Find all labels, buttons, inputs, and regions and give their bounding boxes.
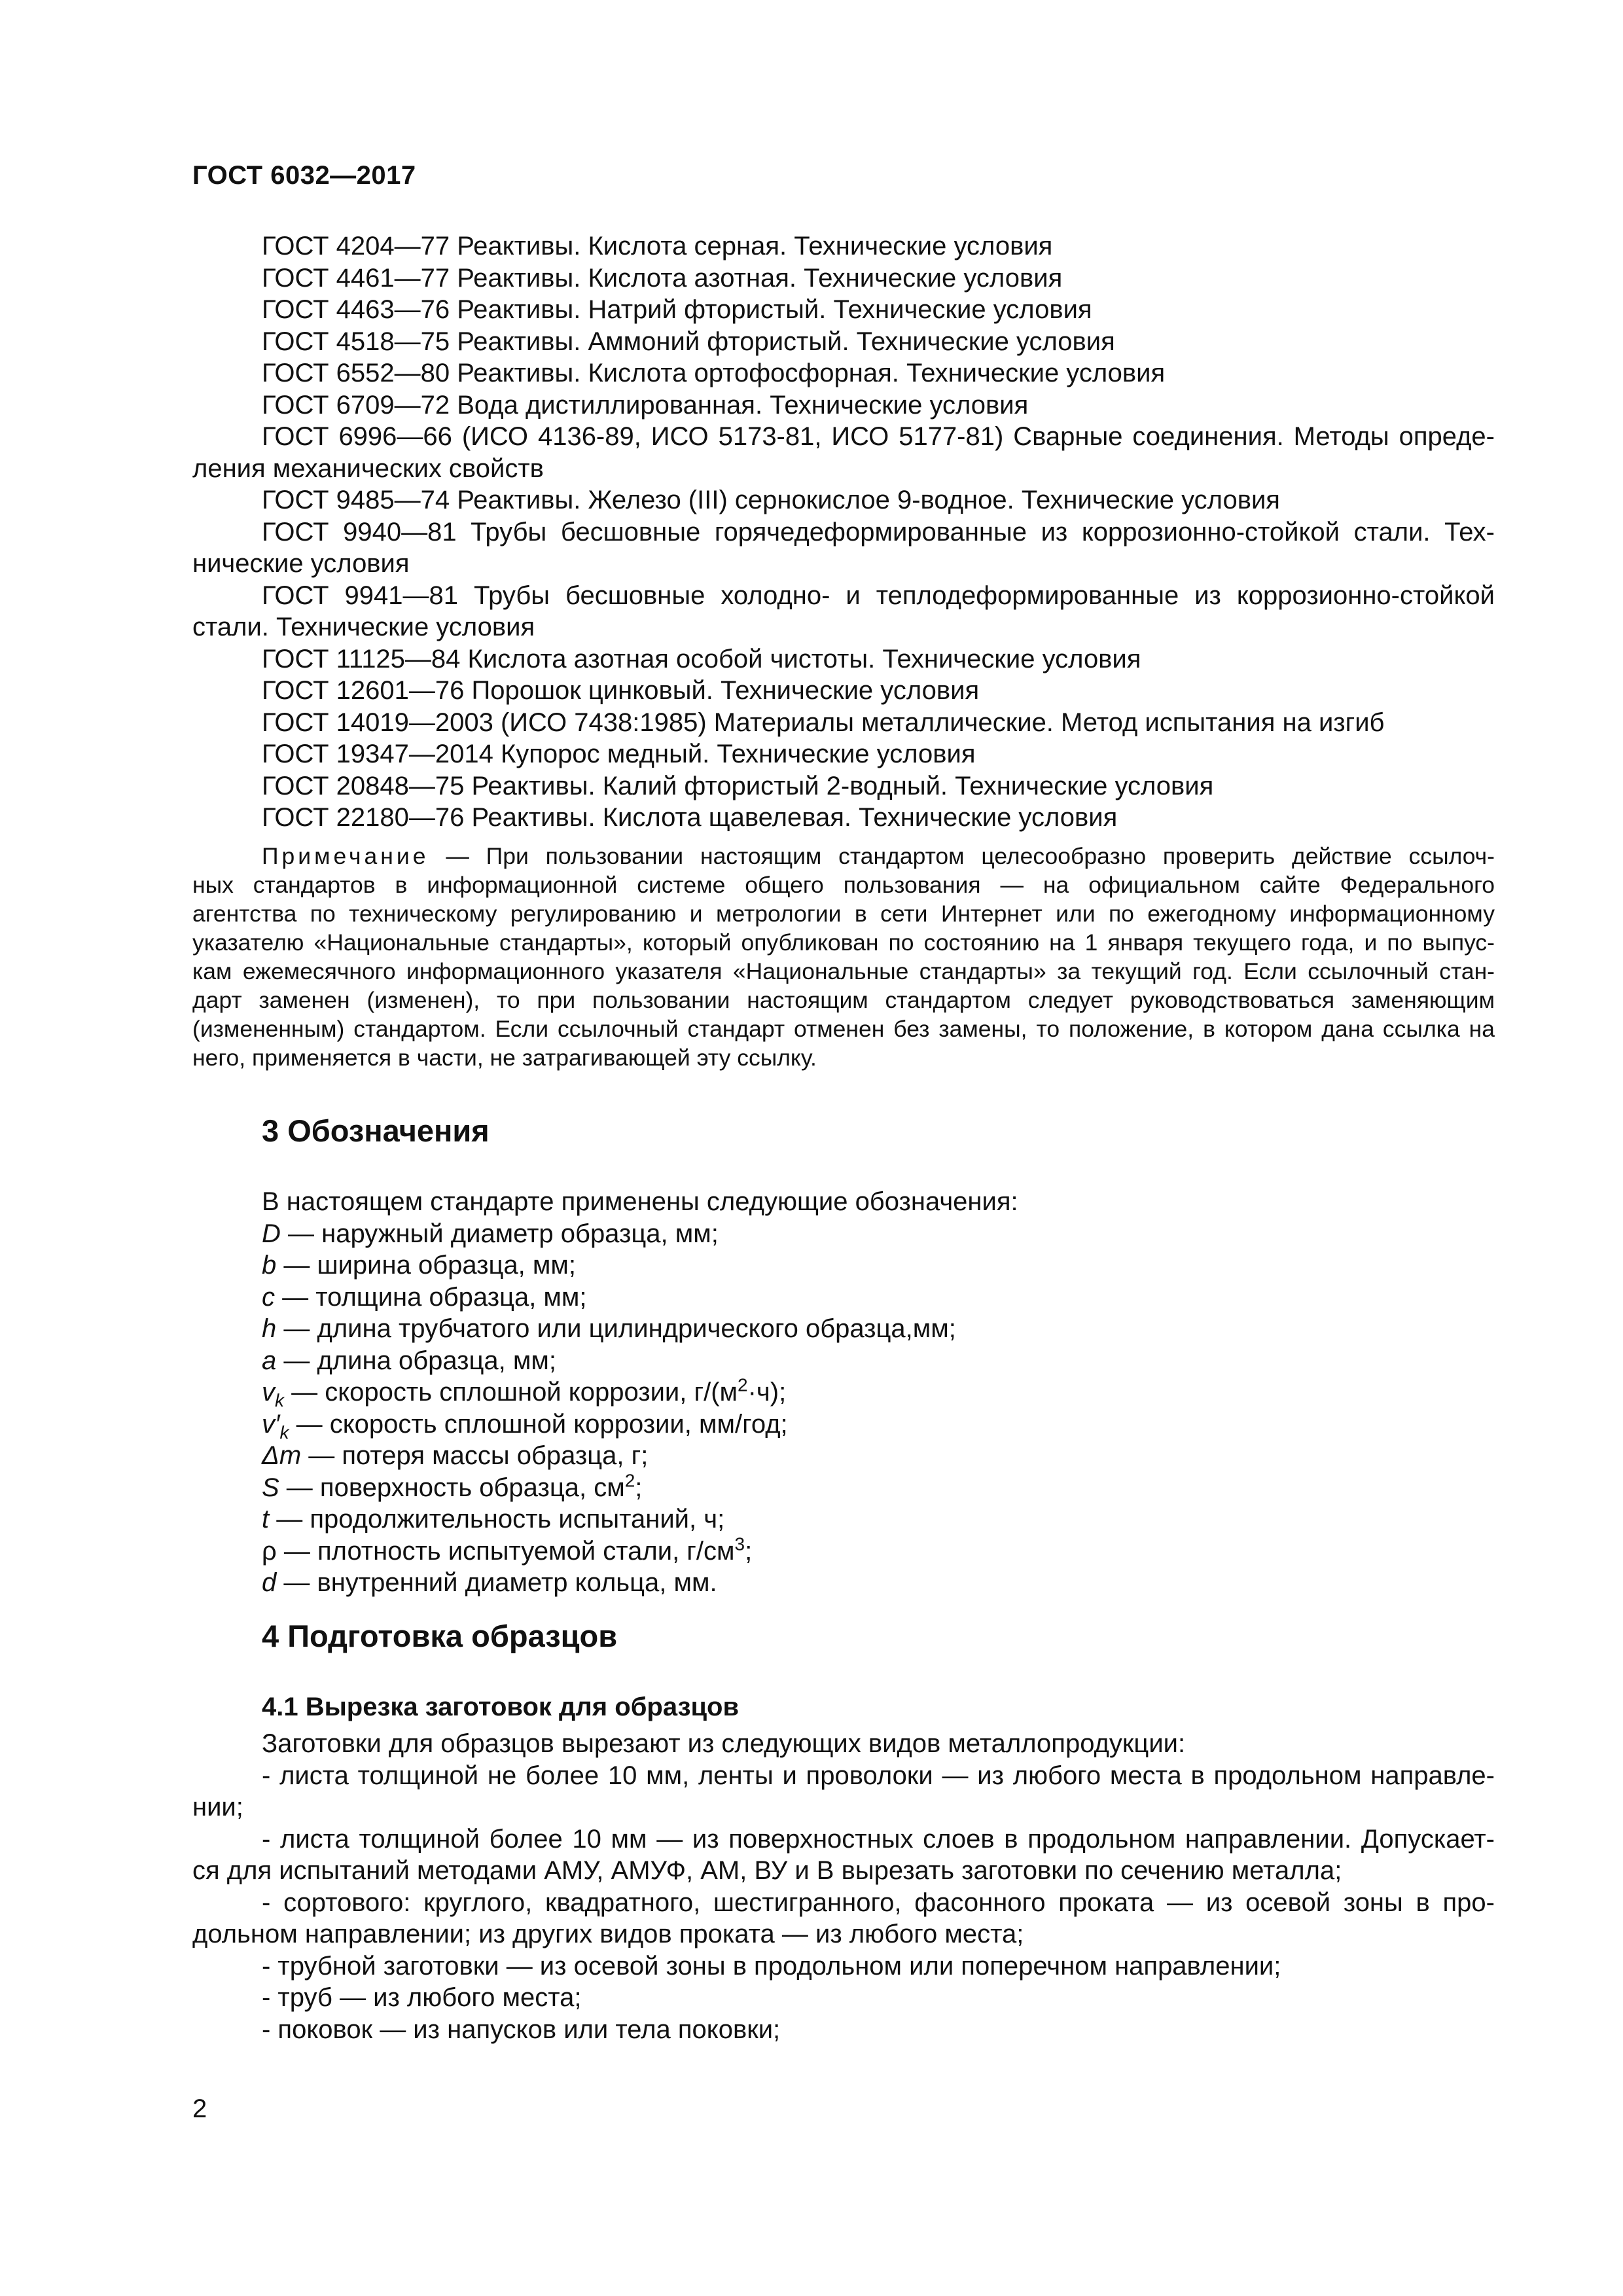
reference-line: стали. Технические условия xyxy=(192,613,535,641)
reference-line: ГОСТ 4463—76 Реактивы. Натрий фтористый. Технические условия xyxy=(262,295,1092,324)
reference-line: ГОСТ 20848—75 Реактивы. Калий фтористый 2-водный. Технические условия xyxy=(262,771,1214,800)
symbol-line: h — длина трубчатого или цилиндрического образца,мм; xyxy=(262,1314,956,1343)
body-line: - труб — из любого места; xyxy=(262,1983,582,2012)
symbol-line: b — ширина образца, мм; xyxy=(262,1251,576,1280)
body-line: - листа толщиной не более 10 мм, ленты и проволоки — из любого места в продольном направле- xyxy=(262,1761,1495,1790)
symbol-line: D — наружный диаметр образца, мм; xyxy=(262,1219,719,1248)
subsection-4-1-title: 4.1 Вырезка заготовок для образцов xyxy=(262,1693,740,1721)
section-4-title: 4 Подготовка образцов xyxy=(262,1619,618,1653)
body-line: нии; xyxy=(192,1793,243,1821)
references-list xyxy=(192,230,1495,834)
note-label: Примечание xyxy=(262,843,429,869)
reference-line: ГОСТ 12601—76 Порошок цинковый. Технические условия xyxy=(262,676,980,705)
symbol-line: S — поверхность образца, $см^2$; xyxy=(262,1470,643,1502)
reference-line: ГОСТ 6552—80 Реактивы. Кислота ортофосфорная. Технические условия xyxy=(262,359,1166,387)
symbol-line: c — толщина образца, мм; xyxy=(262,1282,587,1312)
reference-line: ГОСТ 6996—66 (ИСО 4136-89, ИСО 5173-81, ИСО 5177-81) Сварные соединения. Методы опреде- xyxy=(262,422,1495,451)
page-number: 2 xyxy=(192,2094,207,2123)
section-3-title: 3 Обозначения xyxy=(262,1113,490,1148)
note-line: указателю «Национальные стандарты», который опубликован по состоянию на 1 января текущего года, и по выпус- xyxy=(192,929,1495,956)
note-line: (измененным) стандартом. Если ссылочный стандарт отменен без замены, то положение, в котором дана ссылка на xyxy=(192,1016,1495,1042)
document-header: ГОСТ 6032—2017 xyxy=(192,161,416,190)
body-line: - поковок — из напусков или тела поковки; xyxy=(262,2015,781,2044)
note-line xyxy=(192,842,1495,870)
symbol-line: $v'_k$ — скорость сплошной коррозии, мм/год; xyxy=(262,1409,788,1443)
note-line: него, применяется в части, не затрагивающей эту ссылку. xyxy=(192,1045,817,1071)
reference-line: ГОСТ 14019—2003 (ИСО 7438:1985) Материалы металлические. Метод испытания на изгиб xyxy=(262,708,1385,737)
note-line: кам ежемесячного информационного указателя «Национальные стандарты» за текущий год. Если ссылочный стан- xyxy=(192,958,1495,984)
reference-line: нические условия xyxy=(192,549,410,578)
note-line: агентства по техническому регулированию и метрологии в сети Интернет или по ежегодному информационному xyxy=(192,901,1495,927)
reference-line: ГОСТ 19347—2014 Купорос медный. Технические условия xyxy=(262,740,976,768)
reference-line: ГОСТ 11125—84 Кислота азотная особой чистоты. Технические условия xyxy=(262,644,1141,673)
note-line: ных стандартов в информационной системе общего пользования — на официальном сайте Федерального xyxy=(192,872,1495,898)
symbols-list xyxy=(192,1186,1495,1599)
symbol-line: t — продолжительность испытаний, ч; xyxy=(262,1505,725,1534)
reference-line: ГОСТ 6709—72 Вода дистиллированная. Технические условия xyxy=(262,390,1029,420)
body-line: - трубной заготовки — из осевой зоны в продольном или поперечном направлении; xyxy=(262,1951,1281,1981)
symbol-line: a — длина образца, мм; xyxy=(262,1346,556,1375)
note-block xyxy=(192,842,1495,1072)
symbol-line: ρ — плотность испытуемой стали, $г/см^3$; xyxy=(262,1534,753,1566)
reference-line: ГОСТ 4518—75 Реактивы. Аммоний фтористый. Технические условия xyxy=(262,327,1115,356)
body-line: - сортового: круглого, квадратного, шестигранного, фасонного проката — из осевой зоны в про- xyxy=(262,1888,1495,1917)
reference-line: ГОСТ 9485—74 Реактивы. Железо (III) сернокислое 9-водное. Технические условия xyxy=(262,486,1280,514)
note-text: — При пользовании настоящим стандартом целесообразно проверить действие ссылоч- xyxy=(429,843,1495,869)
symbol-line: d — внутренний диаметр кольца, мм. xyxy=(262,1568,717,1597)
symbol-line: Δm — потеря массы образца, г; xyxy=(262,1441,649,1470)
reference-line: ГОСТ 4461—77 Реактивы. Кислота азотная. Технические условия xyxy=(262,263,1063,293)
reference-line: ГОСТ 4204—77 Реактивы. Кислота серная. Технические условия xyxy=(262,232,1053,260)
note-line: дарт заменен (изменен), то при пользовании настоящим стандартом следует руководствоваться заменяющим xyxy=(192,987,1495,1013)
reference-line: ГОСТ 9941—81 Трубы бесшовные холодно- и теплодеформированные из коррозионно-стойкой xyxy=(262,581,1495,610)
body-line: ся для испытаний методами АМУ, АМУФ, АМ, ВУ и В вырезать заготовки по сечению металла; xyxy=(192,1856,1342,1885)
reference-line: ления механических свойств xyxy=(192,454,544,483)
body-line: Заготовки для образцов вырезают из следующих видов металлопродукции: xyxy=(262,1729,1186,1758)
body-line: дольном направлении; из других видов проката — из любого места; xyxy=(192,1920,1024,1948)
reference-line: ГОСТ 22180—76 Реактивы. Кислота щавелевая. Технические условия xyxy=(262,803,1118,832)
symbol-line: $v_k$ — скорость сплошной коррозии, $г/(м^2\cdot ч)$; xyxy=(262,1374,787,1410)
body-line: - листа толщиной более 10 мм — из поверхностных слоев в продольном направлении. Допускает- xyxy=(262,1824,1495,1854)
reference-line: ГОСТ 9940—81 Трубы бесшовные горячедеформированные из коррозионно-стойкой стали. Тех- xyxy=(262,517,1495,547)
section-4-body xyxy=(192,1728,1495,2045)
section-3-intro: В настоящем стандарте применены следующие обозначения: xyxy=(262,1187,1018,1216)
